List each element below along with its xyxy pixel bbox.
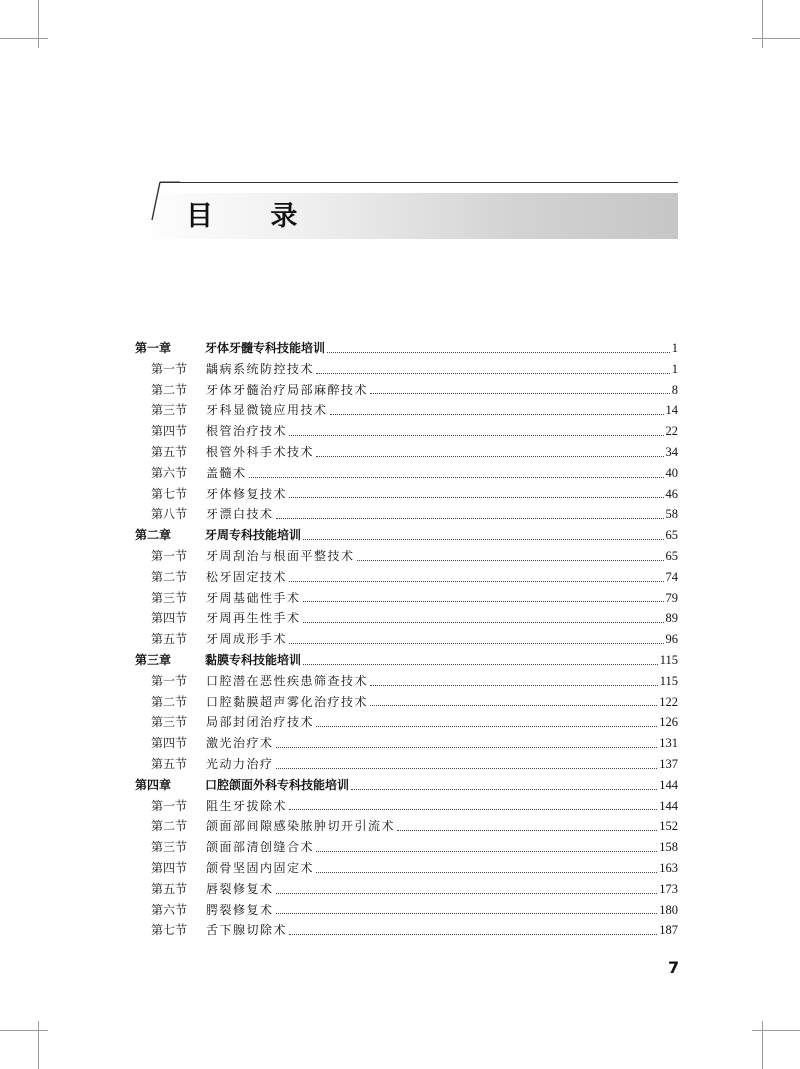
toc-leader-dots xyxy=(249,477,664,478)
toc-entry-page: 144 xyxy=(659,777,678,792)
toc-entry-number: 第四节 xyxy=(151,424,188,439)
toc-entry-title: 颌骨坚固内固定术 xyxy=(206,860,315,875)
toc-section-entry[interactable] xyxy=(135,400,678,421)
toc-section-entry[interactable] xyxy=(135,359,678,380)
toc-entry-number: 第四节 xyxy=(151,736,188,751)
toc-entry-page: 89 xyxy=(665,611,678,626)
toc-entry-number: 第三节 xyxy=(151,403,188,418)
heading-slash-ornament xyxy=(140,180,180,240)
toc-entry-number: 第二节 xyxy=(151,694,188,709)
toc-section-entry[interactable] xyxy=(135,816,678,837)
toc-entry-page: 137 xyxy=(659,756,678,771)
toc-entry-page: 8 xyxy=(671,382,678,397)
toc-entry-title: 根管治疗技术 xyxy=(206,424,288,439)
toc-section-entry[interactable] xyxy=(135,879,678,900)
toc-section-entry[interactable] xyxy=(135,380,678,401)
toc-entry-page: 163 xyxy=(659,860,678,875)
toc-entry-number: 第七节 xyxy=(151,923,188,938)
toc-entry-page: 74 xyxy=(665,569,678,584)
toc-section-entry[interactable] xyxy=(135,712,678,733)
toc-entry-number: 第二章 xyxy=(135,528,172,543)
toc-entry-number: 第四节 xyxy=(151,611,188,626)
toc-entry-number: 第八节 xyxy=(151,507,188,522)
toc-entry-number: 第四节 xyxy=(151,860,188,875)
toc-leader-dots xyxy=(316,726,657,727)
toc-leader-dots xyxy=(303,601,664,602)
toc-leader-dots xyxy=(303,664,658,665)
toc-section-entry[interactable] xyxy=(135,484,678,505)
toc-entry-page: 180 xyxy=(659,902,678,917)
toc-entry-title: 根管外科手术技术 xyxy=(206,444,315,459)
crop-mark xyxy=(38,1021,39,1069)
toc-section-entry[interactable] xyxy=(135,796,678,817)
toc-leader-dots xyxy=(289,435,663,436)
toc-entry-title: 唇裂修复术 xyxy=(206,881,274,896)
toc-leader-dots xyxy=(370,685,658,686)
toc-section-entry[interactable] xyxy=(135,463,678,484)
toc-entry-page: 144 xyxy=(659,798,678,813)
toc-entry-title: 口腔潜在恶性疾患筛查技术 xyxy=(206,673,369,688)
toc-leader-dots xyxy=(316,851,657,852)
toc-leader-dots xyxy=(316,456,663,457)
toc-entry-title: 口腔颌面外科专科技能培训 xyxy=(205,777,350,792)
toc-entry-number: 第三章 xyxy=(135,652,172,667)
toc-section-entry[interactable] xyxy=(135,671,678,692)
toc-entry-page: 187 xyxy=(659,923,678,938)
toc-entry-number: 第一章 xyxy=(135,341,172,355)
toc-entry-number: 第六节 xyxy=(151,465,188,480)
toc-entry-page: 40 xyxy=(665,465,678,480)
toc-entry-page: 46 xyxy=(665,486,678,501)
toc-entry-page: 65 xyxy=(665,548,678,563)
toc-entry-page: 58 xyxy=(665,507,678,522)
toc-entry-page: 96 xyxy=(665,632,678,647)
toc-section-entry[interactable] xyxy=(135,588,678,609)
toc-entry-number: 第二节 xyxy=(151,382,188,397)
toc-entry-number: 第五节 xyxy=(151,444,188,459)
toc-leader-dots xyxy=(357,560,664,561)
toc-entry-page: 131 xyxy=(659,736,678,751)
toc-leader-dots xyxy=(289,581,663,582)
toc-leader-dots xyxy=(289,809,657,810)
toc-entry-title: 牙周基础性手术 xyxy=(206,590,301,605)
toc-section-entry[interactable] xyxy=(135,567,678,588)
toc-entry-page: 126 xyxy=(659,715,678,730)
crop-mark xyxy=(762,0,763,48)
toc-entry-title: 激光治疗术 xyxy=(206,736,274,751)
toc-section-entry[interactable] xyxy=(135,837,678,858)
toc-entry-page: 79 xyxy=(665,590,678,605)
crop-mark xyxy=(752,1030,800,1031)
toc-section-entry[interactable] xyxy=(135,629,678,650)
toc-leader-dots xyxy=(289,643,663,644)
toc-entry-number: 第五节 xyxy=(151,881,188,896)
toc-leader-dots xyxy=(276,913,658,914)
toc-section-entry[interactable] xyxy=(135,920,678,941)
toc-leader-dots xyxy=(370,705,657,706)
toc-section-entry[interactable] xyxy=(135,442,678,463)
toc-entry-title: 牙体牙髓治疗局部麻醉技术 xyxy=(206,382,369,397)
toc-leader-dots xyxy=(276,768,658,769)
toc-leader-dots xyxy=(303,539,663,540)
toc-section-entry[interactable] xyxy=(135,733,678,754)
toc-entry-number: 第五节 xyxy=(151,756,188,771)
toc-entry-title: 松牙固定技术 xyxy=(206,569,288,584)
toc-section-entry[interactable] xyxy=(135,421,678,442)
toc-entry-title: 颌面部清创缝合术 xyxy=(206,840,315,855)
toc-section-entry[interactable] xyxy=(135,504,678,525)
toc-entry-page: 115 xyxy=(659,673,678,688)
toc-entry-number: 第二节 xyxy=(151,819,188,834)
toc-entry-number: 第三节 xyxy=(151,590,188,605)
toc-leader-dots xyxy=(316,373,670,374)
toc-leader-dots xyxy=(316,872,657,873)
toc-entry-number: 第一节 xyxy=(151,798,188,813)
toc-entry-number: 第三节 xyxy=(151,715,188,730)
toc-section-entry[interactable] xyxy=(135,858,678,879)
crop-mark xyxy=(0,38,48,39)
toc-entry-title: 颌面部间隙感染脓肿切开引流术 xyxy=(206,819,396,834)
page-title: 目 录 xyxy=(186,201,322,232)
toc-entry-title: 局部封闭治疗技术 xyxy=(206,715,315,730)
toc-leader-dots xyxy=(327,352,670,353)
toc-leader-dots xyxy=(303,622,664,623)
toc-leader-dots xyxy=(276,518,664,519)
toc-leader-dots xyxy=(289,934,657,935)
toc-leader-dots xyxy=(276,747,658,748)
toc-entry-page: 115 xyxy=(659,652,678,667)
toc-chapter-entry[interactable] xyxy=(135,650,678,671)
toc-entry-number: 第二节 xyxy=(151,569,188,584)
toc-entry-number: 第一节 xyxy=(151,673,188,688)
toc-entry-title: 盖髓术 xyxy=(206,465,247,480)
toc-entry-title: 牙科显微镜应用技术 xyxy=(206,403,328,418)
toc-entry-number: 第一节 xyxy=(151,361,188,376)
toc-entry-title: 牙周专科技能培训 xyxy=(205,528,302,543)
toc-section-entry[interactable] xyxy=(135,754,678,775)
toc-entry-title: 黏膜专科技能培训 xyxy=(205,652,302,667)
toc-leader-dots xyxy=(370,393,670,394)
toc-entry-title: 龋病系统防控技术 xyxy=(206,361,315,376)
toc-section-entry[interactable] xyxy=(135,692,678,713)
crop-mark xyxy=(752,38,800,39)
toc-section-entry[interactable] xyxy=(135,608,678,629)
toc-entry-number: 第三节 xyxy=(151,840,188,855)
toc-chapter-entry[interactable] xyxy=(135,525,678,546)
toc-entry-number: 第一节 xyxy=(151,548,188,563)
toc-entry-title: 阻生牙拔除术 xyxy=(206,798,288,813)
toc-leader-dots xyxy=(289,497,663,498)
toc-entry-number: 第四章 xyxy=(135,777,172,792)
toc-entry-title: 牙体修复技术 xyxy=(206,486,288,501)
crop-mark xyxy=(38,0,39,48)
toc-entry-title: 牙体牙髓专科技能培训 xyxy=(205,341,326,355)
toc-entry-number: 第七节 xyxy=(151,486,188,501)
toc-entry-title: 舌下腺切除术 xyxy=(206,923,288,938)
toc-section-entry[interactable] xyxy=(135,900,678,921)
crop-mark xyxy=(0,1030,48,1031)
toc-entry-page: 173 xyxy=(659,881,678,896)
toc-entry-page: 1 xyxy=(671,341,678,355)
toc-entry-page: 1 xyxy=(671,361,678,376)
toc-section-entry[interactable] xyxy=(135,546,678,567)
toc-entry-page: 158 xyxy=(659,840,678,855)
toc-entry-page: 14 xyxy=(665,403,678,418)
toc-entry-title: 牙周刮治与根面平整技术 xyxy=(206,548,355,563)
toc-entry-page: 22 xyxy=(665,424,678,439)
crop-mark xyxy=(762,1021,763,1069)
toc-entry-title: 腭裂修复术 xyxy=(206,902,274,917)
toc-entry-number: 第五节 xyxy=(151,632,188,647)
toc-entry-page: 34 xyxy=(665,444,678,459)
page-number: 7 xyxy=(668,958,680,977)
toc-entry-number: 第六节 xyxy=(151,902,188,917)
toc-leader-dots xyxy=(397,830,657,831)
toc-chapter-entry[interactable] xyxy=(135,775,678,796)
toc-entry-title: 光动力治疗 xyxy=(206,756,274,771)
toc-entry-title: 牙周再生性手术 xyxy=(206,611,301,626)
toc-leader-dots xyxy=(276,893,658,894)
toc-entry-page: 152 xyxy=(659,819,678,834)
table-of-contents xyxy=(135,338,678,941)
toc-entry-page: 122 xyxy=(659,694,678,709)
toc-entry-page: 65 xyxy=(665,528,678,543)
toc-entry-title: 牙漂白技术 xyxy=(206,507,274,522)
toc-leader-dots xyxy=(330,414,664,415)
toc-entry-title: 口腔黏膜超声雾化治疗技术 xyxy=(206,694,369,709)
heading-rule xyxy=(160,182,678,183)
toc-leader-dots xyxy=(351,789,657,790)
toc-entry-title: 牙周成形手术 xyxy=(206,632,288,647)
toc-chapter-entry[interactable] xyxy=(135,338,678,359)
